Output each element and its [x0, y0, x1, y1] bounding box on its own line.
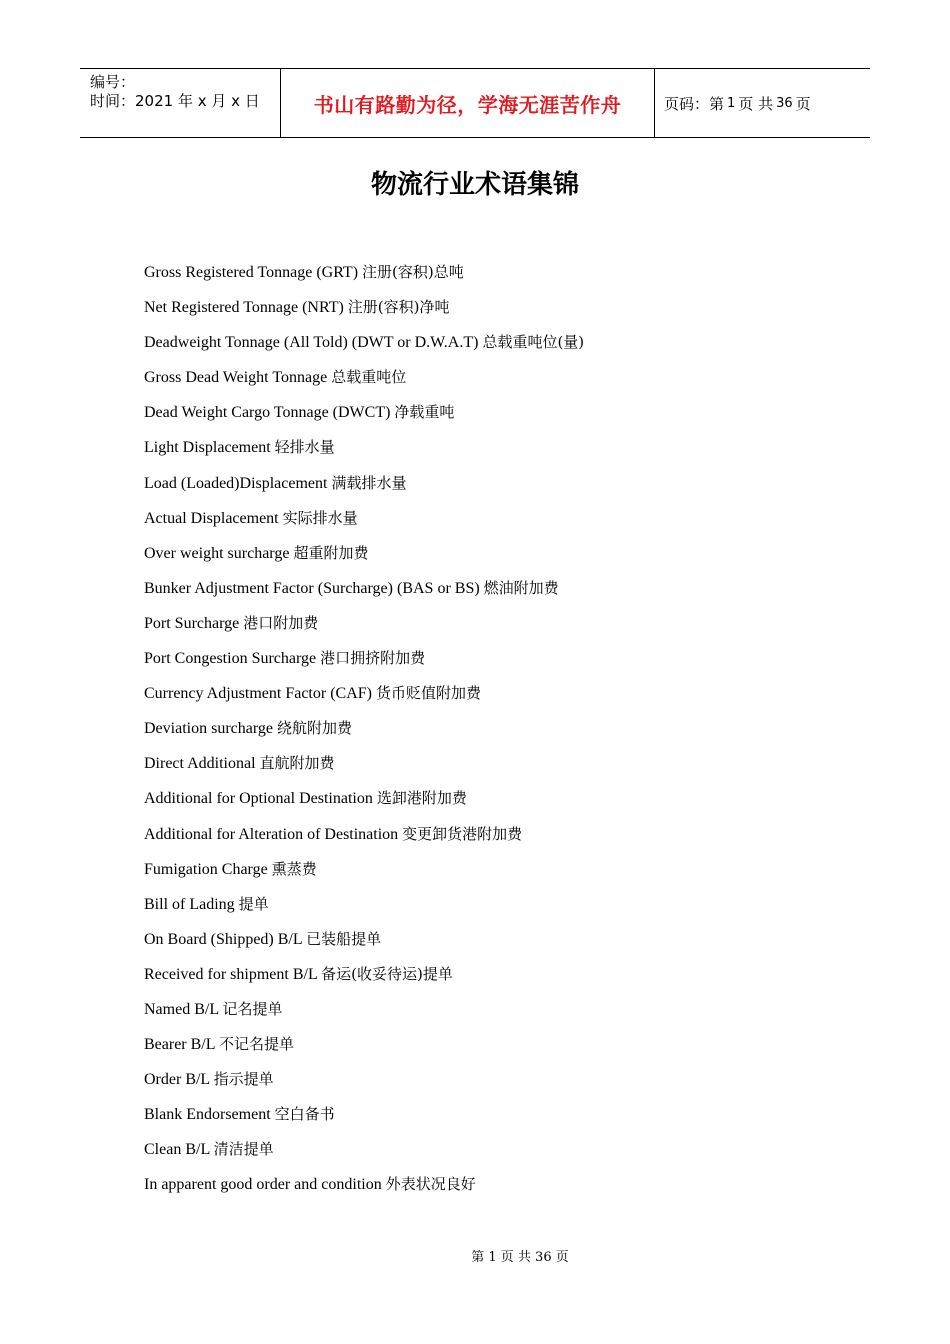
term-item [144, 1031, 584, 1066]
term-item [144, 996, 584, 1031]
term-item [144, 821, 584, 856]
term-chinese: 清洁提单 [213, 1140, 274, 1159]
term-english: Order B/L [144, 1071, 210, 1089]
term-item [144, 856, 584, 891]
term-item [144, 961, 584, 996]
page-suffix: 页 [795, 94, 811, 113]
term-english: Received for shipment B/L [144, 965, 318, 983]
term-chinese: 轻排水量 [274, 438, 335, 457]
term-item [144, 1171, 584, 1206]
term-english: Port Congestion Surcharge [144, 650, 317, 668]
term-chinese: 外表状况良好 [385, 1175, 476, 1194]
term-item [144, 645, 584, 680]
term-english: Deviation surcharge [144, 720, 273, 738]
term-english: Over weight surcharge [144, 544, 290, 562]
term-english: Light Displacement [144, 439, 271, 457]
term-chinese: 满载排水量 [331, 473, 407, 492]
term-chinese: 熏蒸费 [271, 859, 317, 878]
term-item [144, 750, 584, 785]
term-english: Named B/L [144, 1000, 219, 1018]
term-english: Port Surcharge [144, 614, 240, 632]
term-chinese: 总载重吨位 [331, 368, 407, 387]
term-english: Dead Weight Cargo Tonnage (DWCT) [144, 404, 391, 422]
term-chinese: 记名提单 [222, 999, 283, 1018]
term-item [144, 926, 584, 961]
term-chinese: 直航附加费 [259, 754, 335, 773]
term-item [144, 470, 584, 505]
term-chinese: 注册(容积)净吨 [347, 298, 450, 317]
term-english: Gross Dead Weight Tonnage [144, 369, 328, 387]
term-chinese: 港口附加费 [243, 613, 319, 632]
term-item [144, 540, 584, 575]
term-english: Additional for Optional Destination [144, 790, 373, 808]
term-chinese: 备运(收妥待运)提单 [321, 964, 453, 983]
document-title: 物流行业术语集锦 [370, 170, 579, 200]
header-motto-cell [281, 69, 655, 137]
term-chinese: 绕航附加费 [277, 719, 353, 738]
term-chinese: 空白备书 [274, 1105, 335, 1124]
page-label: 页码：第 [664, 94, 725, 113]
term-english: Blank Endorsement [144, 1106, 271, 1124]
term-english: Net Registered Tonnage (NRT) [144, 299, 344, 317]
term-chinese: 净载重吨 [394, 403, 455, 422]
document-number-label: 编号： [90, 73, 136, 91]
term-item [144, 891, 584, 926]
term-chinese: 指示提单 [213, 1070, 274, 1089]
term-english: Fumigation Charge [144, 860, 268, 878]
term-english: Bearer B/L [144, 1036, 215, 1054]
page-total: 36 [776, 95, 793, 111]
term-chinese: 不记名提单 [218, 1035, 294, 1054]
term-item [144, 364, 584, 399]
term-chinese: 已装船提单 [306, 929, 382, 948]
date-label: 时间： [90, 92, 136, 110]
term-item [144, 610, 584, 645]
header-meta [80, 69, 281, 137]
motto: 书山有路勤为径，学海无涯苦作舟 [313, 92, 622, 117]
term-item [144, 715, 584, 750]
term-english: Direct Additional [144, 755, 256, 773]
term-item [144, 505, 584, 540]
term-english: Bill of Lading [144, 895, 235, 913]
term-item [144, 680, 584, 715]
term-item [144, 785, 584, 820]
term-chinese: 港口拥挤附加费 [320, 649, 426, 668]
term-chinese: 变更卸货港附加费 [402, 824, 523, 843]
term-english: Gross Registered Tonnage (GRT) [144, 264, 359, 281]
term-list [144, 259, 584, 1207]
term-english: Deadweight Tonnage (All Told) (DWT or D.W.A.T) [144, 334, 479, 352]
page-mid: 页 共 [738, 94, 774, 113]
term-english: Clean B/L [144, 1141, 210, 1159]
date-value: 2021 年 x 月 x 日 [135, 92, 260, 110]
term-item [144, 259, 584, 294]
term-item [144, 434, 584, 469]
header-page-info [655, 69, 870, 137]
term-chinese: 燃油附加费 [483, 578, 559, 597]
term-item [144, 294, 584, 329]
term-item [144, 1066, 584, 1101]
term-item [144, 575, 584, 610]
term-item [144, 329, 584, 364]
term-chinese: 提单 [238, 894, 269, 913]
term-chinese: 实际排水量 [282, 508, 358, 527]
page-number: 1 [727, 95, 736, 111]
term-english: Additional for Alteration of Destination [144, 825, 399, 843]
term-chinese: 超重附加费 [293, 543, 369, 562]
term-chinese: 总载重吨位(量) [482, 333, 585, 352]
term-english: Currency Adjustment Factor (CAF) [144, 685, 372, 703]
term-chinese: 注册(容积)总吨 [362, 263, 464, 281]
term-english: In apparent good order and condition [144, 1176, 382, 1194]
term-english: On Board (Shipped) B/L [144, 930, 303, 948]
term-chinese: 选卸港附加费 [376, 789, 467, 808]
term-english: Bunker Adjustment Factor (Surcharge) (BAS or BS) [144, 579, 480, 597]
page-footer: 第 1 页 共 36 页 [471, 1250, 569, 1265]
term-chinese: 货币贬值附加费 [375, 684, 481, 703]
term-item [144, 1101, 584, 1136]
page-header [80, 68, 870, 138]
term-item [144, 1136, 584, 1171]
document-date [90, 92, 280, 111]
term-english: Load (Loaded)Displacement [144, 474, 328, 492]
term-item [144, 399, 584, 434]
term-english: Actual Displacement [144, 509, 279, 527]
